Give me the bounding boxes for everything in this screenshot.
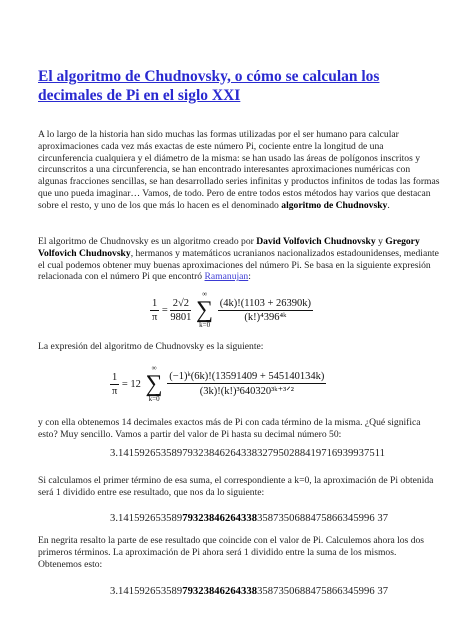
formula2-summation xyxy=(146,365,163,403)
formula2-sum-top: ∞ xyxy=(151,364,157,372)
first-term-paragraph: Si calculamos el primer término de esa suma, el correspondiente a k=0, la aproximación de Pi obtenida será 1 dividido entre ese resultado, que nos da lo siguiente: xyxy=(38,475,434,498)
creators-paragraph xyxy=(38,236,440,283)
approx2-matching-start: 3.141592653589 xyxy=(110,586,183,597)
formula2-lhs xyxy=(110,372,119,397)
formula1-coef-num: 2√2 xyxy=(170,298,191,311)
chudnovsky-formula xyxy=(110,365,326,403)
approx2-matching-bold: 79323846264338 xyxy=(182,586,258,597)
formula1-lhs-den: π xyxy=(151,311,158,323)
formula2-term xyxy=(167,371,326,397)
formula1-sum-symbol: ∑ xyxy=(196,297,214,323)
creator-name-david: David Volfovich Chudnovsky xyxy=(256,236,376,247)
formula2-term-num: (−1)ᵏ(6k)!(13591409 + 545140134k) xyxy=(169,371,325,382)
article-title[interactable]: El algoritmo de Chudnovsky, o cómo se calculan los decimales de Pi en el siglo XXI xyxy=(38,68,380,104)
formula2-sum-bottom: k=0 xyxy=(148,395,160,403)
creators-end: : xyxy=(248,271,251,283)
intro-bold-term: algoritmo de Chudnovsky xyxy=(281,199,388,211)
formula1-summation xyxy=(196,291,213,329)
formula1-sum-bottom: k=0 xyxy=(199,321,211,329)
fourteen-decimals-paragraph: y con ella obtenemos 14 decimales exactos más de Pi con cada término de la misma. ¿Qué significa esto? Muy sencillo. Vamos a partir del valor de Pi hasta su decimal número 50: xyxy=(38,417,421,440)
two-terms-paragraph: En negrita resalto la parte de ese resultado que coincide con el valor de Pi. Calculemos ahora los dos primeros términos. La aproximación de Pi ahora será 1 dividido entre la suma de los mismos. Obtenemos esto: xyxy=(38,535,425,570)
intro-end: . xyxy=(387,199,390,211)
approx1-matching-bold: 79323846264338 xyxy=(182,513,258,524)
creators-text-b: y xyxy=(378,236,383,247)
pi-50-decimals: 3.14159265358979323846264338327950288419716939937511 xyxy=(110,448,385,459)
intro-text: A lo largo de la historia han sido muchas las formas utilizadas por el ser humano para calcular aproximaciones cada vez más exactas de este número Pi, cociente entre la longitud de una circunferencia cualquiera y el diámetro de la misma: se han usado las áreas de polígonos inscritos y circunscritos a una circunferencia, se han encontrado interesantes aproximaciones numéricas con algunas fracciones sencillas, se han desarrollado series infinitas y productos infinitos de todas las formas que uno pueda imaginar… Vamos, de todo. Pero de entre todos estos métodos hay varios que destacan sobre el resto, y uno de los que más lo hacen es el denominado xyxy=(38,129,440,211)
formula1-coefficient xyxy=(170,298,191,323)
formula1-coef-den: 9801 xyxy=(170,311,192,323)
formula1-term xyxy=(218,298,313,323)
approx1-remaining: 3587350688475866345996 37 xyxy=(257,513,389,524)
creators-text-a: El algoritmo de Chudnovsky es un algoritmo creado por xyxy=(38,236,254,247)
formula2-sum-symbol: ∑ xyxy=(145,371,163,397)
approximation-one-term xyxy=(110,513,388,524)
approx1-matching-start: 3.141592653589 xyxy=(110,513,183,524)
intro-paragraph xyxy=(38,129,440,212)
formula2-lhs-den: π xyxy=(111,385,118,397)
expression-intro: La expresión del algoritmo de Chudnovsky es la siguiente: xyxy=(38,341,264,352)
formula1-sum-top: ∞ xyxy=(202,290,208,298)
ramanujan-link[interactable]: Ramanujan xyxy=(204,271,249,283)
formula1-lhs xyxy=(150,298,159,323)
creator-name-gregory: Gregory Volfovich Chudnovsky xyxy=(38,236,420,259)
formula1-term-den: (k!)⁴396⁴ᵏ xyxy=(244,311,287,323)
formula2-lhs-num: 1 xyxy=(112,371,118,383)
formula2-equals: = 12 xyxy=(121,378,141,390)
creators-text-c: , hermanos y matemáticos ucranianos nacionalizados estadounidenses, mediante el cual podemos obtener muy buenas aproximaciones del número Pi. Se basa en la siguiente expresión relacionada con el número Pi que encontró xyxy=(38,247,439,283)
formula1-term-num: (4k)!(1103 + 26390k) xyxy=(219,297,312,309)
approx2-remaining: 3587350688475866345996 37 xyxy=(257,586,389,597)
formula2-term-den: (3k)!(k!)³640320³ᵏ⁺³ᐟ² xyxy=(199,386,294,397)
formula1-lhs-num: 1 xyxy=(152,297,158,309)
ramanujan-formula xyxy=(150,291,313,329)
approximation-two-terms xyxy=(110,586,388,597)
formula1-equals: = xyxy=(161,304,168,316)
